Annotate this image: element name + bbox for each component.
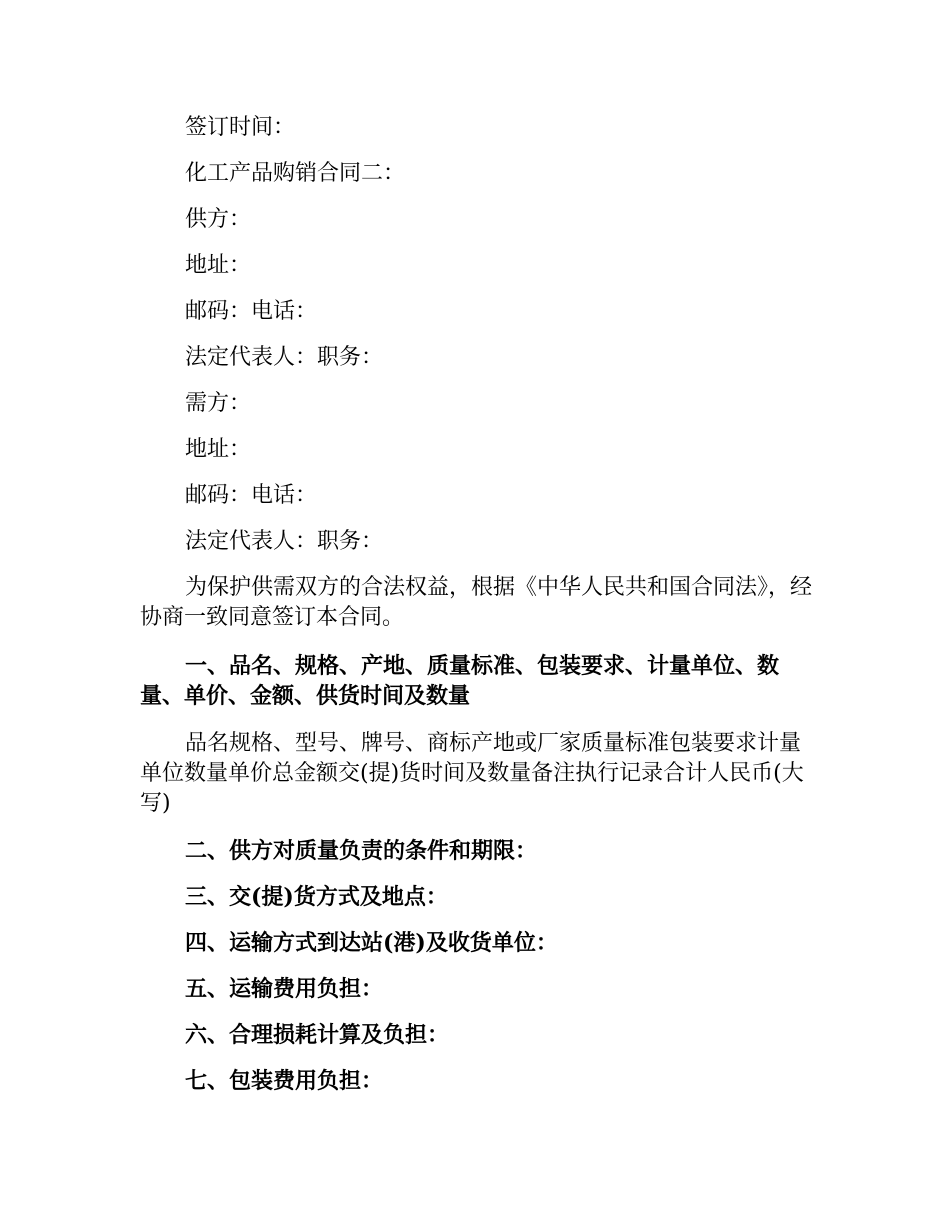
- supplier-field: 供方：: [185, 207, 252, 232]
- sign-time-field: 签订时间：: [185, 115, 296, 140]
- supplier-address-field: 地址：: [185, 253, 252, 278]
- buyer-representative-field: 法定代表人：职务：: [185, 529, 384, 554]
- buyer-field: 需方：: [185, 391, 252, 416]
- contract-title: 化工产品购销合同二：: [185, 161, 406, 186]
- clause-6-heading: 六、合理损耗计算及负担：: [185, 1022, 450, 1048]
- supplier-representative-field: 法定代表人：职务：: [185, 345, 384, 370]
- clause-1-heading: 一、品名、规格、产地、质量标准、包装要求、计量单位、数量、单价、金额、供货时间及数量: [140, 653, 780, 709]
- clause-2-heading: 二、供方对质量负责的条件和期限：: [185, 838, 538, 864]
- buyer-address-field: 地址：: [185, 437, 252, 462]
- clause-5-heading: 五、运输费用负担：: [185, 976, 384, 1002]
- intro-paragraph: 为保护供需双方的合法权益，根据《中华人民共和国合同法》，经协商一致同意签订本合同。: [140, 575, 813, 630]
- clause-3-heading: 三、交(提)货方式及地点：: [185, 884, 448, 910]
- clause-1-body: 品名规格、型号、牌号、商标产地或厂家质量标准包装要求计量单位数量单价总金额交(提)货时间及数量备注执行记录合计人民币(大写): [140, 731, 804, 816]
- clause-7-heading: 七、包装费用负担：: [185, 1068, 384, 1094]
- buyer-postcode-phone-field: 邮码：电话：: [185, 483, 318, 508]
- clause-4-heading: 四、运输方式到达站(港)及收货单位：: [185, 930, 558, 956]
- supplier-postcode-phone-field: 邮码：电话：: [185, 299, 318, 324]
